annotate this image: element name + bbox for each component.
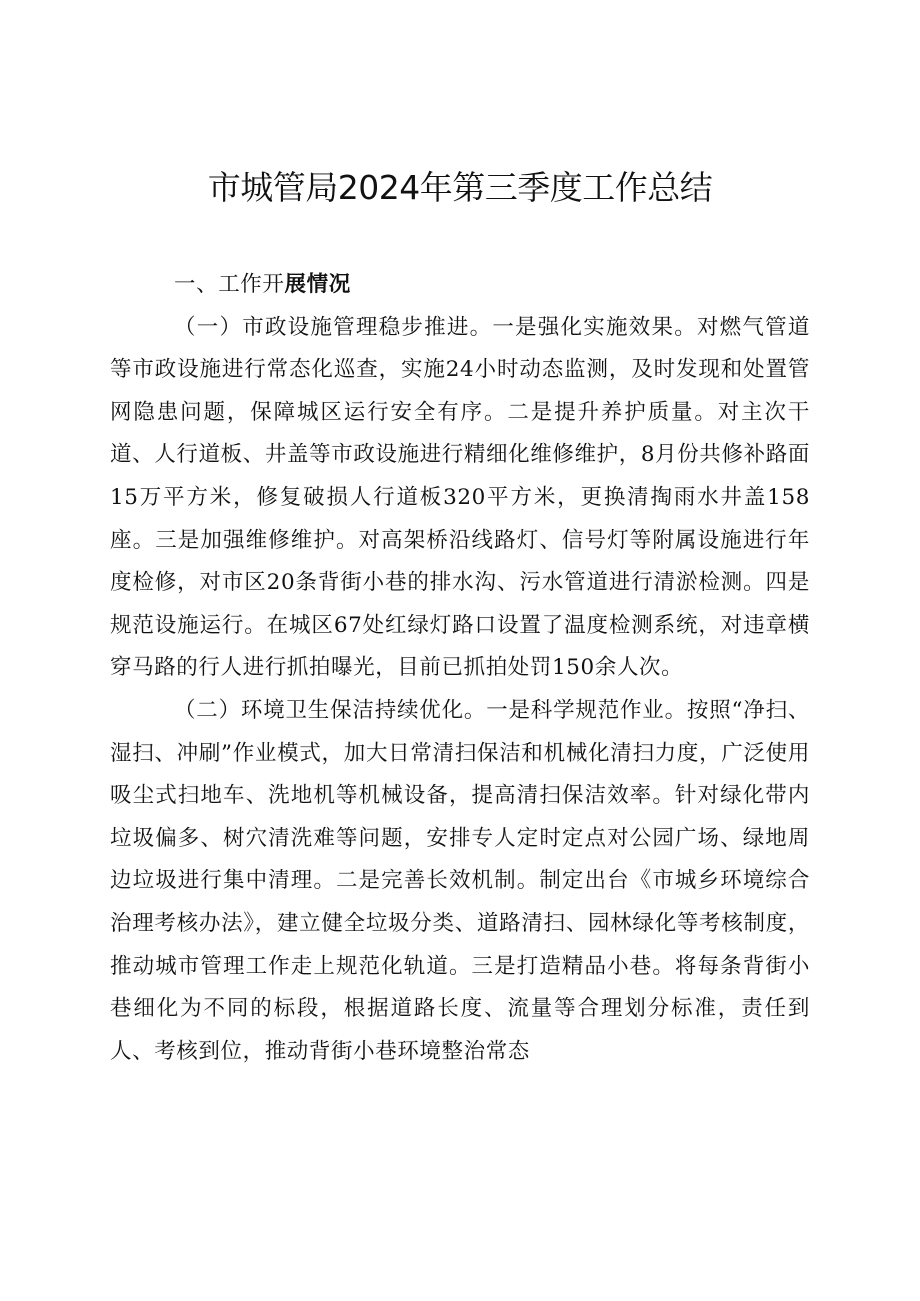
section-heading-lead: 一、工作开 [174, 272, 285, 297]
section-heading [110, 264, 810, 307]
document-title: 市城管局2024年第三季度工作总结 [207, 168, 713, 207]
paragraph-sanitation: （二）环境卫生保洁持续优化。一是科学规范作业。按照“净扫、湿扫、冲刷”作业模式，加大日常清扫保洁和机械化清扫力度，广泛使用吸尘式扫地车、洗地机等机械设备，提高清扫保洁效率。针对绿化带内垃圾偏多、树穴清洗难等问题，安排专人定时定点对公园广场、绿地周边垃圾进行集中清理。二是完善长效机制。制定出台《市城乡环境综合治理考核办法》，建立健全垃圾分类、道路清扫、园林绿化等考核制度，推动城市管理工作走上规范化轨道。三是打造精品小巷。将每条背街小巷细化为不同的标段，根据道路长度、流量等合理划分标准，责任到人、考核到位，推动背街小巷环境整治常态 [110, 697, 810, 1064]
paragraph-municipal-facilities: （一）市政设施管理稳步推进。一是强化实施效果。对燃气管道等市政设施进行常态化巡查，实施24小时动态监测，及时发现和处置管网隐患问题，保障城区运行安全有序。二是提升养护质量。对主次干道、人行道板、井盖等市政设施进行精细化维修维护，8月份共修补路面15万平方米，修复破损人行道板320平方米，更换清掏雨水井盖158座。三是加强维修维护。对高架桥沿线路灯、信号灯等附属设施进行年度检修，对市区20条背街小巷的排水沟、污水管道进行清淤检测。四是规范设施运行。在城区67处红绿灯路口设置了温度检测系统，对违章横穿马路的行人进行抓拍曝光，目前已抓拍处罚150余人次。 [110, 314, 810, 681]
section-heading-tail: 展情况 [284, 272, 351, 297]
document-body [110, 264, 810, 1073]
